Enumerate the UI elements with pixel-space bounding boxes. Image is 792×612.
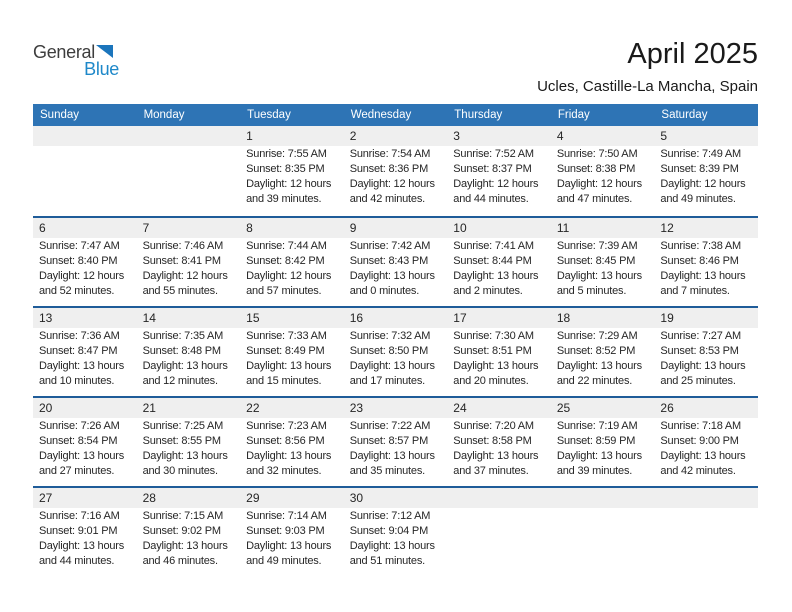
day-detail-line: Daylight: 13 hours bbox=[142, 360, 228, 372]
day-detail-line: Daylight: 13 hours bbox=[349, 360, 435, 372]
day-detail-line: Sunset: 8:55 PM bbox=[142, 435, 221, 447]
day-number: 11 bbox=[556, 221, 570, 235]
day-detail-line: and 52 minutes. bbox=[39, 285, 115, 297]
day-detail-line: Daylight: 13 hours bbox=[453, 270, 539, 282]
day-number: 4 bbox=[556, 129, 564, 143]
day-detail-line: Daylight: 12 hours bbox=[349, 178, 435, 190]
day-number: 7 bbox=[142, 221, 150, 235]
day-detail-line: and 22 minutes. bbox=[556, 375, 633, 387]
location-subtitle: Ucles, Castille-La Mancha, Spain bbox=[537, 78, 758, 95]
day-detail-line: Sunrise: 7:49 AM bbox=[660, 148, 741, 160]
day-detail-line: and 44 minutes. bbox=[453, 193, 529, 205]
day-number: 22 bbox=[246, 401, 260, 415]
day-detail-line: and 37 minutes. bbox=[453, 465, 529, 477]
day-detail-line: Daylight: 12 hours bbox=[556, 178, 642, 190]
day-detail-line: Sunset: 8:50 PM bbox=[349, 345, 429, 357]
day-number-strip bbox=[33, 308, 758, 328]
day-details bbox=[240, 418, 344, 479]
day-number: 17 bbox=[453, 311, 467, 325]
day-detail-line: and 20 minutes. bbox=[453, 375, 529, 387]
general-blue-logo bbox=[33, 42, 119, 80]
day-detail-line: Sunrise: 7:20 AM bbox=[453, 420, 534, 432]
day-number: 13 bbox=[39, 311, 53, 325]
weekday-header-tuesday: Tuesday bbox=[247, 109, 291, 121]
day-details bbox=[551, 328, 655, 389]
day-detail-line: Sunset: 8:54 PM bbox=[39, 435, 118, 447]
day-detail-line: and 35 minutes. bbox=[349, 465, 425, 477]
day-number-strip bbox=[33, 126, 758, 146]
day-detail-line: Sunrise: 7:29 AM bbox=[556, 330, 638, 342]
day-details bbox=[240, 328, 344, 389]
day-detail-line: Sunset: 8:43 PM bbox=[349, 255, 429, 267]
day-details-row bbox=[33, 418, 758, 479]
day-detail-line: Daylight: 12 hours bbox=[246, 270, 332, 282]
day-details bbox=[137, 508, 241, 569]
day-detail-line: Daylight: 12 hours bbox=[660, 178, 746, 190]
day-number-strip bbox=[33, 488, 758, 508]
day-detail-line: Daylight: 13 hours bbox=[39, 450, 125, 462]
day-detail-line: Daylight: 13 hours bbox=[556, 450, 642, 462]
day-detail-line: and 12 minutes. bbox=[142, 375, 218, 387]
day-details bbox=[137, 328, 241, 389]
logo-blue-label: Blue bbox=[84, 59, 119, 79]
logo-triangle-icon bbox=[96, 45, 113, 58]
day-details bbox=[654, 418, 758, 479]
day-detail-line: and 17 minutes. bbox=[349, 375, 425, 387]
day-detail-line: Sunset: 8:49 PM bbox=[246, 345, 325, 357]
day-detail-line: Sunrise: 7:55 AM bbox=[246, 148, 327, 160]
empty-day-number bbox=[654, 488, 758, 508]
day-detail-line: and 32 minutes. bbox=[246, 465, 322, 477]
day-detail-line: Sunrise: 7:14 AM bbox=[246, 510, 327, 522]
day-detail-line: Daylight: 13 hours bbox=[556, 270, 642, 282]
day-number: 6 bbox=[39, 221, 46, 235]
day-detail-line: Sunrise: 7:33 AM bbox=[246, 330, 327, 342]
day-detail-line: Sunset: 8:57 PM bbox=[349, 435, 429, 447]
day-detail-line: Sunrise: 7:19 AM bbox=[556, 420, 638, 432]
day-detail-line: Sunset: 8:51 PM bbox=[453, 345, 532, 357]
day-detail-line: Sunset: 8:39 PM bbox=[660, 163, 739, 175]
day-detail-line: Daylight: 13 hours bbox=[39, 360, 125, 372]
day-number: 27 bbox=[39, 491, 53, 505]
calendar-table bbox=[33, 104, 758, 576]
day-detail-line: Sunset: 9:00 PM bbox=[660, 435, 739, 447]
day-details bbox=[240, 146, 344, 207]
day-detail-line: Sunset: 8:46 PM bbox=[660, 255, 739, 267]
weekday-header-saturday: Saturday bbox=[661, 109, 708, 121]
day-details bbox=[447, 238, 551, 299]
day-detail-line: Sunrise: 7:39 AM bbox=[556, 240, 638, 252]
weekday-header-thursday: Thursday bbox=[454, 109, 503, 121]
day-detail-line: Sunrise: 7:35 AM bbox=[142, 330, 224, 342]
day-detail-line: Daylight: 13 hours bbox=[660, 270, 746, 282]
day-number: 20 bbox=[39, 401, 53, 415]
empty-day-details bbox=[654, 508, 758, 569]
day-detail-line: Sunrise: 7:41 AM bbox=[453, 240, 534, 252]
weekday-header-row bbox=[33, 104, 758, 126]
day-detail-line: Daylight: 12 hours bbox=[39, 270, 125, 282]
day-detail-line: and 46 minutes. bbox=[142, 555, 218, 567]
day-detail-line: and 39 minutes. bbox=[246, 193, 322, 205]
day-number: 26 bbox=[660, 401, 674, 415]
day-number: 10 bbox=[453, 221, 467, 235]
day-details-row bbox=[33, 508, 758, 569]
day-detail-line: Sunrise: 7:42 AM bbox=[349, 240, 431, 252]
day-detail-line: and 42 minutes. bbox=[349, 193, 425, 205]
day-number: 19 bbox=[660, 311, 674, 325]
day-detail-line: Sunset: 8:40 PM bbox=[39, 255, 118, 267]
day-details bbox=[33, 328, 137, 389]
day-details bbox=[551, 238, 655, 299]
day-detail-line: and 25 minutes. bbox=[660, 375, 736, 387]
day-detail-line: Daylight: 13 hours bbox=[660, 360, 746, 372]
day-detail-line: Sunset: 8:53 PM bbox=[660, 345, 739, 357]
day-detail-line: Sunrise: 7:44 AM bbox=[246, 240, 327, 252]
day-detail-line: Sunrise: 7:25 AM bbox=[142, 420, 224, 432]
day-details bbox=[240, 508, 344, 569]
day-detail-line: Daylight: 13 hours bbox=[660, 450, 746, 462]
empty-day-details bbox=[33, 146, 137, 207]
day-details bbox=[551, 146, 655, 207]
title-block bbox=[537, 38, 758, 95]
day-detail-line: Sunset: 9:03 PM bbox=[246, 525, 325, 537]
day-details bbox=[447, 146, 551, 207]
day-detail-line: Daylight: 12 hours bbox=[142, 270, 228, 282]
day-detail-line: Sunset: 9:01 PM bbox=[39, 525, 118, 537]
day-details bbox=[654, 146, 758, 207]
day-detail-line: and 30 minutes. bbox=[142, 465, 218, 477]
day-detail-line: and 5 minutes. bbox=[556, 285, 627, 297]
empty-day-details bbox=[551, 508, 655, 569]
weekday-header-sunday: Sunday bbox=[40, 109, 80, 121]
day-details bbox=[344, 238, 448, 299]
day-number-strip bbox=[33, 398, 758, 418]
day-details bbox=[344, 146, 448, 207]
day-detail-line: Sunrise: 7:38 AM bbox=[660, 240, 741, 252]
week-row bbox=[33, 216, 758, 306]
day-detail-line: Sunset: 8:58 PM bbox=[453, 435, 532, 447]
day-detail-line: Sunrise: 7:50 AM bbox=[556, 148, 638, 160]
day-details-row bbox=[33, 238, 758, 299]
day-details bbox=[344, 328, 448, 389]
week-row bbox=[33, 396, 758, 486]
day-detail-line: Sunset: 9:02 PM bbox=[142, 525, 221, 537]
empty-day-number bbox=[551, 488, 655, 508]
day-detail-line: Sunset: 8:47 PM bbox=[39, 345, 118, 357]
day-detail-line: Daylight: 13 hours bbox=[246, 360, 332, 372]
day-detail-line: Sunrise: 7:52 AM bbox=[453, 148, 534, 160]
empty-day-details bbox=[137, 146, 241, 207]
day-detail-line: Sunrise: 7:32 AM bbox=[349, 330, 431, 342]
day-detail-line: Sunset: 8:52 PM bbox=[556, 345, 636, 357]
day-detail-line: Sunrise: 7:26 AM bbox=[39, 420, 120, 432]
day-number: 30 bbox=[349, 491, 364, 505]
day-detail-line: and 44 minutes. bbox=[39, 555, 115, 567]
empty-day-number bbox=[447, 488, 551, 508]
day-number: 24 bbox=[453, 401, 467, 415]
day-detail-line: Sunrise: 7:46 AM bbox=[142, 240, 224, 252]
day-detail-line: Sunrise: 7:18 AM bbox=[660, 420, 741, 432]
day-details bbox=[447, 328, 551, 389]
day-detail-line: Sunset: 8:38 PM bbox=[556, 163, 636, 175]
month-title: April 2025 bbox=[627, 38, 758, 70]
day-detail-line: Sunrise: 7:23 AM bbox=[246, 420, 327, 432]
day-detail-line: and 55 minutes. bbox=[142, 285, 218, 297]
day-detail-line: Sunset: 8:56 PM bbox=[246, 435, 325, 447]
day-details bbox=[447, 418, 551, 479]
day-detail-line: Sunset: 8:35 PM bbox=[246, 163, 325, 175]
day-detail-line: and 51 minutes. bbox=[349, 555, 425, 567]
day-detail-line: and 47 minutes. bbox=[556, 193, 633, 205]
day-number: 28 bbox=[142, 491, 156, 505]
day-detail-line: and 39 minutes. bbox=[556, 465, 633, 477]
day-details bbox=[33, 508, 137, 569]
day-details bbox=[654, 328, 758, 389]
day-number: 1 bbox=[246, 129, 253, 143]
day-detail-line: and 2 minutes. bbox=[453, 285, 523, 297]
day-details bbox=[33, 418, 137, 479]
day-detail-line: Daylight: 13 hours bbox=[142, 450, 228, 462]
day-detail-line: Daylight: 13 hours bbox=[556, 360, 642, 372]
day-details bbox=[240, 238, 344, 299]
day-detail-line: Daylight: 12 hours bbox=[246, 178, 332, 190]
day-number: 15 bbox=[246, 311, 260, 325]
day-number: 9 bbox=[349, 221, 357, 235]
day-detail-line: Sunrise: 7:27 AM bbox=[660, 330, 741, 342]
day-detail-line: Sunset: 8:45 PM bbox=[556, 255, 636, 267]
day-detail-line: Daylight: 13 hours bbox=[39, 540, 125, 552]
day-detail-line: Sunset: 8:59 PM bbox=[556, 435, 636, 447]
weekday-header-monday: Monday bbox=[143, 109, 185, 121]
day-detail-line: Sunrise: 7:54 AM bbox=[349, 148, 431, 160]
day-detail-line: Daylight: 13 hours bbox=[453, 360, 539, 372]
day-detail-line: Sunset: 9:04 PM bbox=[349, 525, 429, 537]
day-number: 8 bbox=[246, 221, 253, 235]
day-detail-line: Daylight: 13 hours bbox=[246, 450, 332, 462]
day-number: 25 bbox=[556, 401, 571, 415]
day-details bbox=[344, 508, 448, 569]
day-detail-line: Sunset: 8:36 PM bbox=[349, 163, 429, 175]
day-detail-line: Daylight: 13 hours bbox=[349, 450, 435, 462]
day-details bbox=[654, 238, 758, 299]
day-number-strip bbox=[33, 218, 758, 238]
day-details bbox=[33, 238, 137, 299]
day-detail-line: Sunrise: 7:47 AM bbox=[39, 240, 120, 252]
logo-general-label: General bbox=[33, 42, 95, 62]
day-detail-line: Sunset: 8:48 PM bbox=[142, 345, 221, 357]
day-number: 14 bbox=[142, 311, 156, 325]
day-number: 16 bbox=[349, 311, 364, 325]
calendar-weeks bbox=[33, 126, 758, 576]
day-number: 29 bbox=[246, 491, 260, 505]
day-detail-line: Daylight: 12 hours bbox=[453, 178, 539, 190]
empty-day-number bbox=[33, 126, 137, 146]
day-detail-line: Sunset: 8:41 PM bbox=[142, 255, 221, 267]
day-detail-line: and 42 minutes. bbox=[660, 465, 736, 477]
day-detail-line: Sunrise: 7:12 AM bbox=[349, 510, 431, 522]
day-number: 3 bbox=[453, 129, 460, 143]
empty-day-number bbox=[137, 126, 241, 146]
day-detail-line: and 10 minutes. bbox=[39, 375, 115, 387]
day-detail-line: and 7 minutes. bbox=[660, 285, 730, 297]
day-detail-line: Sunset: 8:44 PM bbox=[453, 255, 532, 267]
day-detail-line: Daylight: 13 hours bbox=[349, 540, 435, 552]
day-detail-line: and 49 minutes. bbox=[246, 555, 322, 567]
day-detail-line: and 15 minutes. bbox=[246, 375, 322, 387]
day-number: 2 bbox=[349, 129, 357, 143]
day-details bbox=[137, 418, 241, 479]
week-row bbox=[33, 306, 758, 396]
day-number: 18 bbox=[556, 311, 571, 325]
day-detail-line: Daylight: 13 hours bbox=[453, 450, 539, 462]
day-detail-line: and 27 minutes. bbox=[39, 465, 115, 477]
day-detail-line: Daylight: 13 hours bbox=[246, 540, 332, 552]
day-details bbox=[344, 418, 448, 479]
day-details-row bbox=[33, 146, 758, 207]
week-row bbox=[33, 126, 758, 216]
day-detail-line: and 49 minutes. bbox=[660, 193, 736, 205]
week-row bbox=[33, 486, 758, 576]
day-detail-line: and 0 minutes. bbox=[349, 285, 420, 297]
empty-day-details bbox=[447, 508, 551, 569]
day-detail-line: Sunset: 8:42 PM bbox=[246, 255, 325, 267]
day-details bbox=[551, 418, 655, 479]
day-detail-line: Sunrise: 7:30 AM bbox=[453, 330, 534, 342]
day-details bbox=[137, 238, 241, 299]
day-detail-line: Sunrise: 7:36 AM bbox=[39, 330, 120, 342]
day-detail-line: Sunset: 8:37 PM bbox=[453, 163, 532, 175]
day-detail-line: Daylight: 13 hours bbox=[349, 270, 435, 282]
day-detail-line: Daylight: 13 hours bbox=[142, 540, 228, 552]
day-number: 12 bbox=[660, 221, 674, 235]
weekday-header-friday: Friday bbox=[557, 109, 590, 121]
day-number: 5 bbox=[660, 129, 668, 143]
day-number: 23 bbox=[349, 401, 364, 415]
day-detail-line: and 57 minutes. bbox=[246, 285, 322, 297]
day-details-row bbox=[33, 328, 758, 389]
day-detail-line: Sunrise: 7:22 AM bbox=[349, 420, 431, 432]
day-number: 21 bbox=[142, 401, 156, 415]
weekday-header-wednesday: Wednesday bbox=[350, 109, 412, 121]
day-detail-line: Sunrise: 7:16 AM bbox=[39, 510, 120, 522]
day-detail-line: Sunrise: 7:15 AM bbox=[142, 510, 224, 522]
